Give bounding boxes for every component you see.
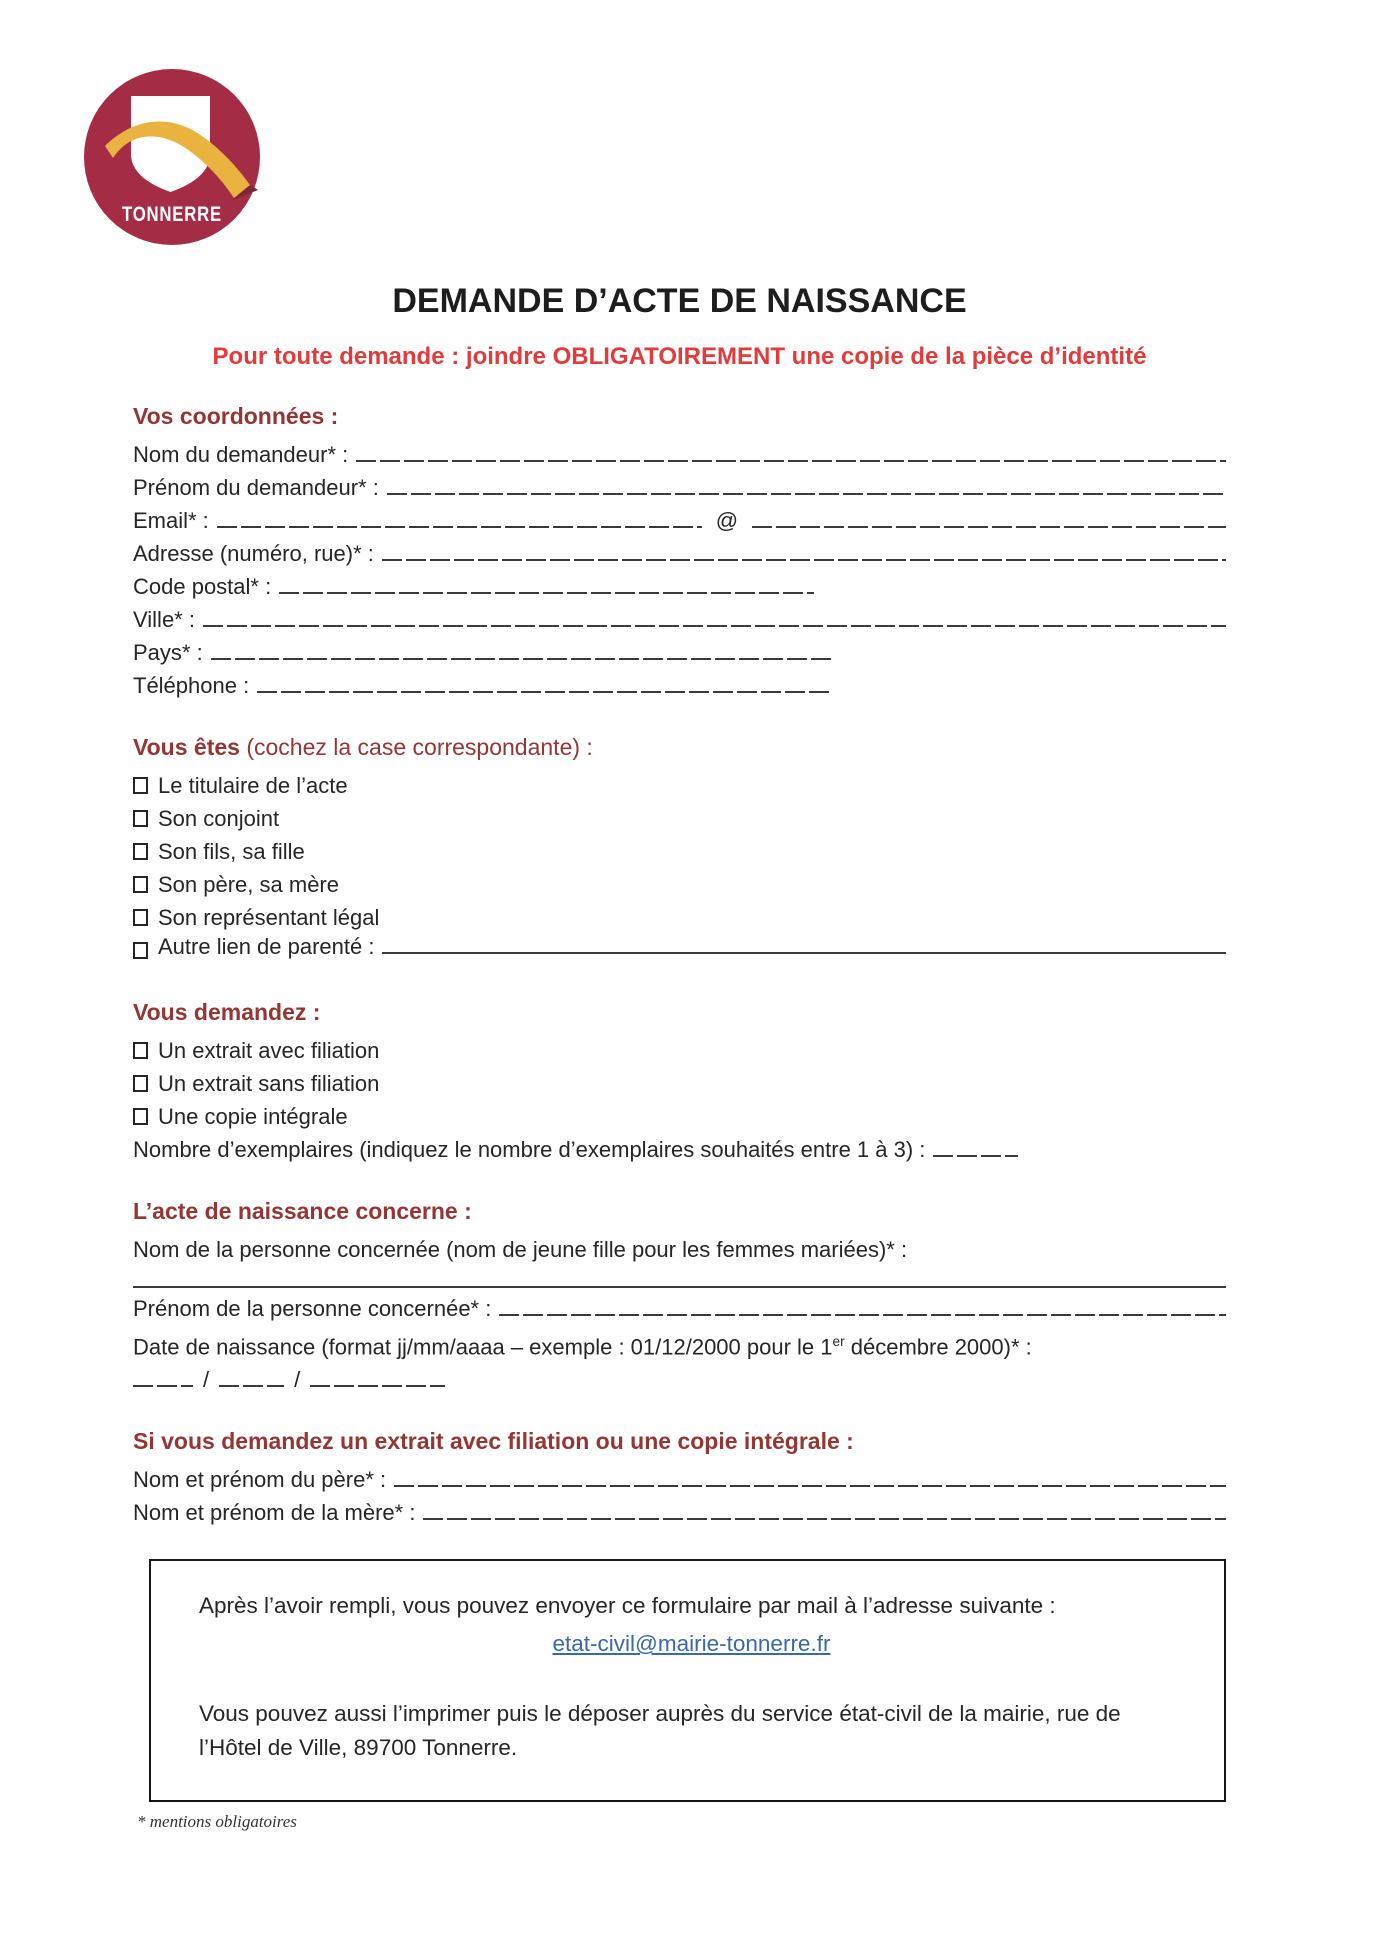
option-fils-fille: [133, 835, 1226, 868]
field-nombre-exemplaires: [133, 1133, 1226, 1166]
telephone-label: Téléphone :: [133, 673, 250, 698]
field-nom-pere: [133, 1463, 1226, 1496]
pays-input-line[interactable]: [211, 658, 831, 660]
checkbox-titulaire[interactable]: [133, 777, 148, 794]
email-label: Email* :: [133, 508, 209, 533]
field-ville: [133, 603, 1226, 636]
option-representant-label: Son représentant légal: [158, 904, 380, 930]
field-nom-demandeur: [133, 438, 1226, 471]
tonnerre-logo-graphic: [83, 68, 261, 246]
option-conjoint-label: Son conjoint: [158, 805, 280, 831]
pays-label: Pays* :: [133, 640, 203, 665]
nom-mere-input-line[interactable]: [423, 1518, 1226, 1520]
option-extrait-avec-filiation-label: Un extrait avec filiation: [158, 1037, 380, 1063]
checkbox-fils-fille[interactable]: [133, 843, 148, 860]
field-date-naissance-blanks: [133, 1363, 1226, 1396]
checkbox-extrait-avec-filiation[interactable]: [133, 1042, 148, 1059]
section-heading-filiation: Si vous demandez un extrait avec filiation ou une copie intégrale :: [133, 1428, 854, 1455]
nom-pere-input-line[interactable]: [394, 1485, 1226, 1487]
option-autre-lien-label: Autre lien de parenté :: [158, 934, 375, 959]
info-box-link-line: [199, 1627, 1184, 1661]
mandatory-notice: Pour toute demande : joindre OBLIGATOIREMENT une copie de la pièce d’identité: [212, 343, 1147, 370]
option-extrait-avec-filiation: [133, 1034, 1226, 1067]
date-mois-input-line[interactable]: [219, 1385, 284, 1387]
nom-personne-input-line[interactable]: [133, 1286, 1226, 1288]
logo-text: TONNERRE: [122, 203, 222, 226]
field-adresse: [133, 537, 1226, 570]
checkbox-extrait-sans-filiation[interactable]: [133, 1075, 148, 1092]
field-pays: [133, 636, 1226, 669]
option-autre-lien: [133, 934, 1226, 967]
email-domain-input-line[interactable]: [752, 526, 1226, 528]
nom-demandeur-label: Nom du demandeur* :: [133, 442, 349, 467]
autre-lien-input-line[interactable]: [382, 952, 1226, 954]
code-postal-input-line[interactable]: [279, 592, 814, 594]
nom-personne-label: Nom de la personne concernée (nom de jeune fille pour les femmes mariées)* :: [133, 1237, 908, 1262]
option-extrait-sans-filiation-label: Un extrait sans filiation: [158, 1070, 380, 1096]
option-conjoint: [133, 802, 1226, 835]
field-code-postal: [133, 570, 1226, 603]
code-postal-label: Code postal* :: [133, 574, 272, 599]
field-prenom-personne: [133, 1292, 1226, 1325]
checkbox-autre-lien[interactable]: [133, 942, 148, 959]
option-titulaire-label: Le titulaire de l’acte: [158, 772, 348, 798]
prenom-demandeur-input-line[interactable]: [387, 493, 1226, 495]
email-local-input-line[interactable]: [217, 526, 702, 528]
date-naissance-label: [133, 1325, 1032, 1363]
date-label-pre: Date de naissance (format jj/mm/aaaa – exemple : 01/12/2000 pour le 1: [133, 1334, 833, 1360]
adresse-input-line[interactable]: [382, 559, 1226, 561]
date-label-post: décembre 2000)* :: [844, 1334, 1032, 1360]
prenom-personne-input-line[interactable]: [499, 1314, 1226, 1316]
option-fils-fille-label: Son fils, sa fille: [158, 838, 305, 864]
option-pere-mere: [133, 868, 1226, 901]
checkbox-pere-mere[interactable]: [133, 876, 148, 893]
info-box-line1: Après l’avoir rempli, vous pouvez envoyer ce formulaire par mail à l’adresse suivante :: [199, 1593, 1056, 1619]
email-link[interactable]: etat-civil@mairie-tonnerre.fr: [552, 1631, 831, 1657]
ville-label: Ville* :: [133, 607, 195, 632]
info-box-line2: Vous pouvez aussi l’imprimer puis le déposer auprès du service état-civil de la mairie, rue de l’Hôtel de Ville, 89700 Tonnerre.: [199, 1700, 1121, 1760]
option-extrait-sans-filiation: [133, 1067, 1226, 1100]
field-nom-personne-line-row: [133, 1266, 1226, 1292]
field-nom-mere: [133, 1496, 1226, 1529]
nom-pere-label: Nom et prénom du père* :: [133, 1467, 387, 1493]
prenom-demandeur-label: Prénom du demandeur* :: [133, 475, 379, 500]
option-copie-integrale: [133, 1100, 1226, 1133]
adresse-label: Adresse (numéro, rue)* :: [133, 541, 374, 566]
option-pere-mere-label: Son père, sa mère: [158, 871, 339, 897]
telephone-input-line[interactable]: [257, 691, 832, 693]
field-telephone: [133, 669, 1226, 702]
option-titulaire: [133, 769, 1226, 802]
date-annee-input-line[interactable]: [310, 1385, 445, 1387]
footnote-mentions-obligatoires: * mentions obligatoires: [137, 1812, 297, 1832]
date-separator-1: /: [203, 1367, 210, 1393]
date-label-sup: er: [832, 1334, 845, 1349]
field-nom-personne-label-row: [133, 1233, 1226, 1266]
nom-demandeur-input-line[interactable]: [356, 460, 1226, 462]
option-representant: [133, 901, 1226, 934]
checkbox-copie-integrale[interactable]: [133, 1108, 148, 1125]
section-heading-acte-concerne: L’acte de naissance concerne :: [133, 1198, 472, 1224]
checkbox-conjoint[interactable]: [133, 810, 148, 827]
checkbox-representant[interactable]: [133, 909, 148, 926]
date-separator-2: /: [294, 1367, 301, 1393]
vous-etes-rest: (cochez la case correspondante) :: [239, 734, 593, 760]
date-jour-input-line[interactable]: [133, 1385, 193, 1387]
submission-info-box: [149, 1559, 1226, 1802]
section-heading-vous-demandez: Vous demandez :: [133, 999, 321, 1025]
email-at-separator: @: [715, 508, 739, 533]
nombre-exemplaires-label: Nombre d’exemplaires (indiquez le nombre d’exemplaires souhaités entre 1 à 3) :: [133, 1137, 926, 1162]
field-date-naissance-label-row: [133, 1325, 1226, 1363]
ville-input-line[interactable]: [203, 625, 1226, 627]
section-heading-coordonnees: Vos coordonnées :: [133, 403, 339, 429]
page-title: DEMANDE D’ACTE DE NAISSANCE: [392, 282, 967, 320]
nombre-exemplaires-input-line[interactable]: [933, 1155, 1018, 1157]
section-heading-vous-etes: [133, 734, 1226, 761]
prenom-personne-label: Prénom de la personne concernée* :: [133, 1296, 492, 1321]
option-copie-integrale-label: Une copie intégrale: [158, 1103, 348, 1129]
nom-mere-label: Nom et prénom de la mère* :: [133, 1500, 416, 1526]
field-email: [133, 504, 1226, 537]
field-prenom-demandeur: [133, 471, 1226, 504]
vous-etes-bold: Vous êtes: [133, 734, 240, 760]
tonnerre-logo: [83, 68, 261, 246]
